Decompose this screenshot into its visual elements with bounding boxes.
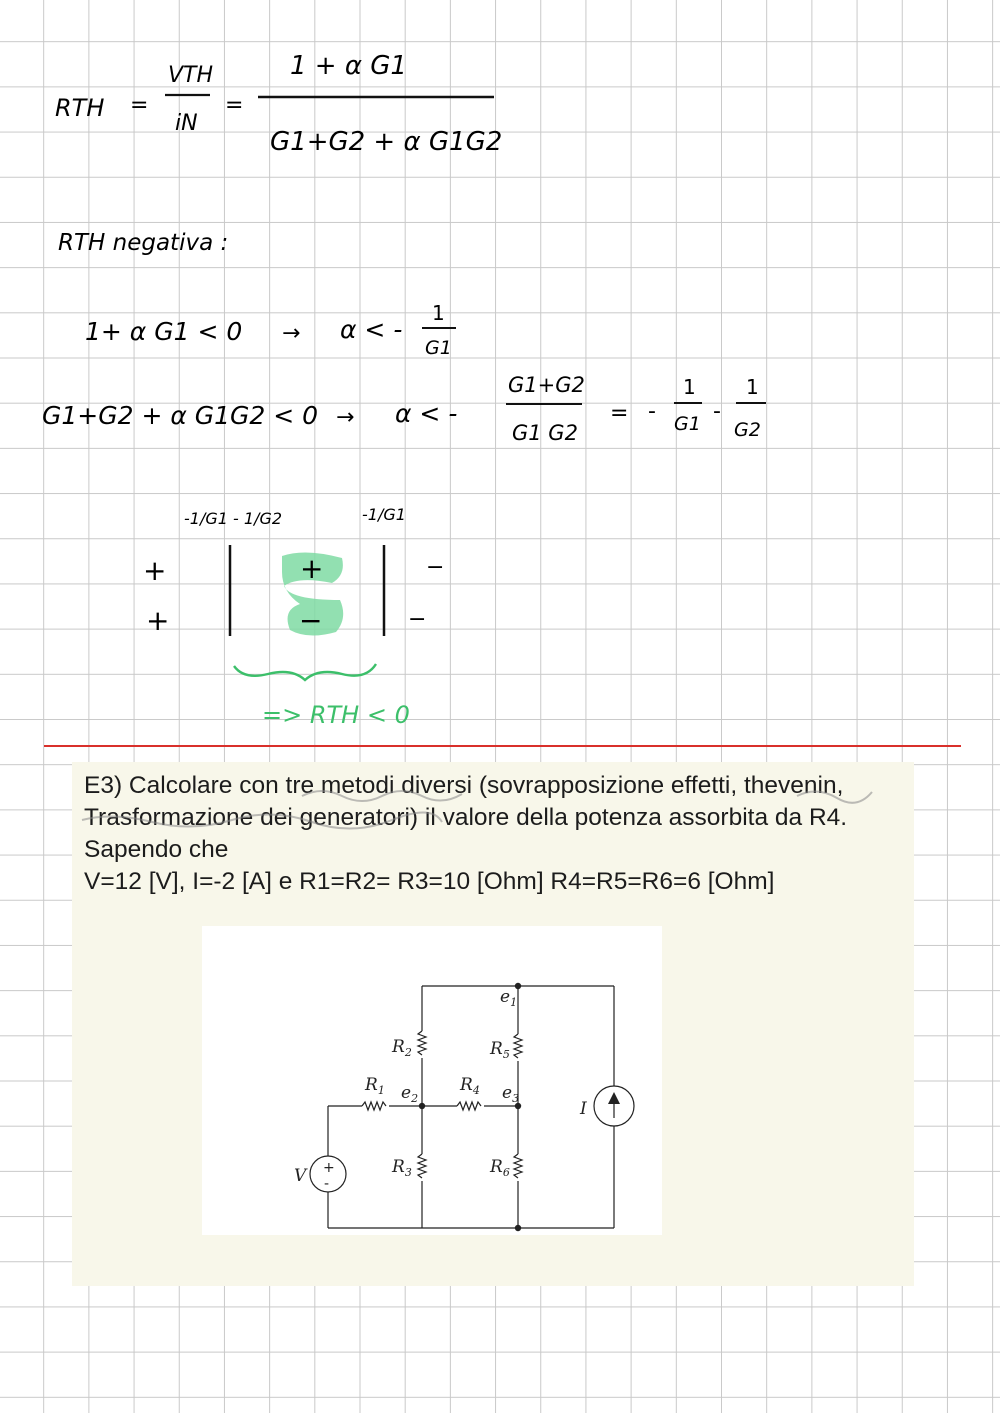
exercise-line-2: Trasformazione dei generatori) il valore della potenza assorbita da R4. xyxy=(84,804,848,831)
current-arrow-icon xyxy=(608,1092,620,1104)
rth-negative-heading: RTH negativa : xyxy=(58,230,229,256)
cond2-arrow: → xyxy=(336,405,355,430)
voltage-plus-sign: + xyxy=(323,1160,335,1176)
term2-separator: - xyxy=(713,399,721,424)
cond1-lhs: 1+ α G1 < 0 xyxy=(85,317,243,346)
node-e2 xyxy=(419,1103,425,1109)
right-sign-2: − xyxy=(408,607,427,632)
term2-den: G2 xyxy=(734,419,761,441)
label-e3: $e_3$ xyxy=(502,1083,520,1105)
label-e2: $e_2$ xyxy=(401,1083,419,1105)
cond1-arrow: → xyxy=(282,321,301,346)
in-denominator: iN xyxy=(175,111,198,136)
vth-numerator: VTH xyxy=(168,63,214,88)
middle-sign-1: + xyxy=(300,552,324,585)
cond2-minus: - xyxy=(648,399,656,424)
node-bottom xyxy=(515,1225,521,1231)
label-r4: $R_4$ xyxy=(460,1075,480,1097)
equals-1: = xyxy=(130,93,149,118)
exercise-card xyxy=(72,762,914,1286)
label-r5: $R_5$ xyxy=(490,1039,510,1061)
boundary-label-right: -1/G1 xyxy=(362,505,406,524)
circuit-diagram xyxy=(202,926,662,1235)
left-sign-2: + xyxy=(146,604,170,637)
exercise-line-3: Sapendo che xyxy=(84,836,229,863)
conclusion: => RTH < 0 xyxy=(262,701,410,729)
boundary-label-left: -1/G1 - 1/G2 xyxy=(184,509,283,528)
label-r1: $R_1$ xyxy=(365,1075,385,1097)
cond2-equals: = xyxy=(610,401,629,426)
equals-2: = xyxy=(225,93,244,118)
condition-2 xyxy=(42,373,766,445)
label-r2: $R_2$ xyxy=(392,1037,412,1059)
label-r3: $R_3$ xyxy=(392,1157,412,1179)
term1-num: 1 xyxy=(683,375,696,399)
sign-chart xyxy=(143,505,444,680)
cond2-rhs: α < - xyxy=(395,399,458,428)
term1-den: G1 xyxy=(674,413,701,435)
voltage-minus-sign: - xyxy=(324,1176,330,1192)
exercise-statement xyxy=(84,770,914,898)
cond2-frac-den: G1 G2 xyxy=(512,421,578,445)
rth-denominator: G1+G2 + α G1G2 xyxy=(270,127,503,157)
cond1-frac-den: G1 xyxy=(425,337,452,359)
left-sign-1: + xyxy=(143,554,167,587)
section-divider xyxy=(44,745,961,747)
term2-num: 1 xyxy=(746,375,759,399)
rth-numerator: 1 + α G1 xyxy=(290,51,407,81)
right-sign-1: − xyxy=(426,555,445,580)
cond2-lhs: G1+G2 + α G1G2 < 0 xyxy=(42,401,319,430)
circuit-svg xyxy=(202,926,662,1235)
rth-formula xyxy=(55,51,502,157)
brace xyxy=(234,664,376,680)
middle-sign-2: − xyxy=(299,604,323,637)
exercise-line-4: V=12 [V], I=-2 [A] e R1=R2= R3=10 [Ohm] R4=R5=R6=6 [Ohm] xyxy=(84,868,775,895)
cond2-frac-num: G1+G2 xyxy=(508,373,585,397)
label-r6: $R_6$ xyxy=(490,1157,510,1179)
condition-1 xyxy=(85,301,456,359)
exercise-line-1: E3) Calcolare con tre metodi diversi (sovrapposizione effetti, thevenin, xyxy=(84,772,844,799)
label-v: V xyxy=(294,1166,307,1186)
label-e1: $e_1$ xyxy=(500,987,518,1009)
rth-label: RTH xyxy=(55,94,105,122)
node-e1 xyxy=(515,983,521,989)
cond1-frac-num: 1 xyxy=(432,301,445,325)
label-i: I xyxy=(580,1099,587,1119)
cond1-rhs: α < - xyxy=(340,315,403,344)
